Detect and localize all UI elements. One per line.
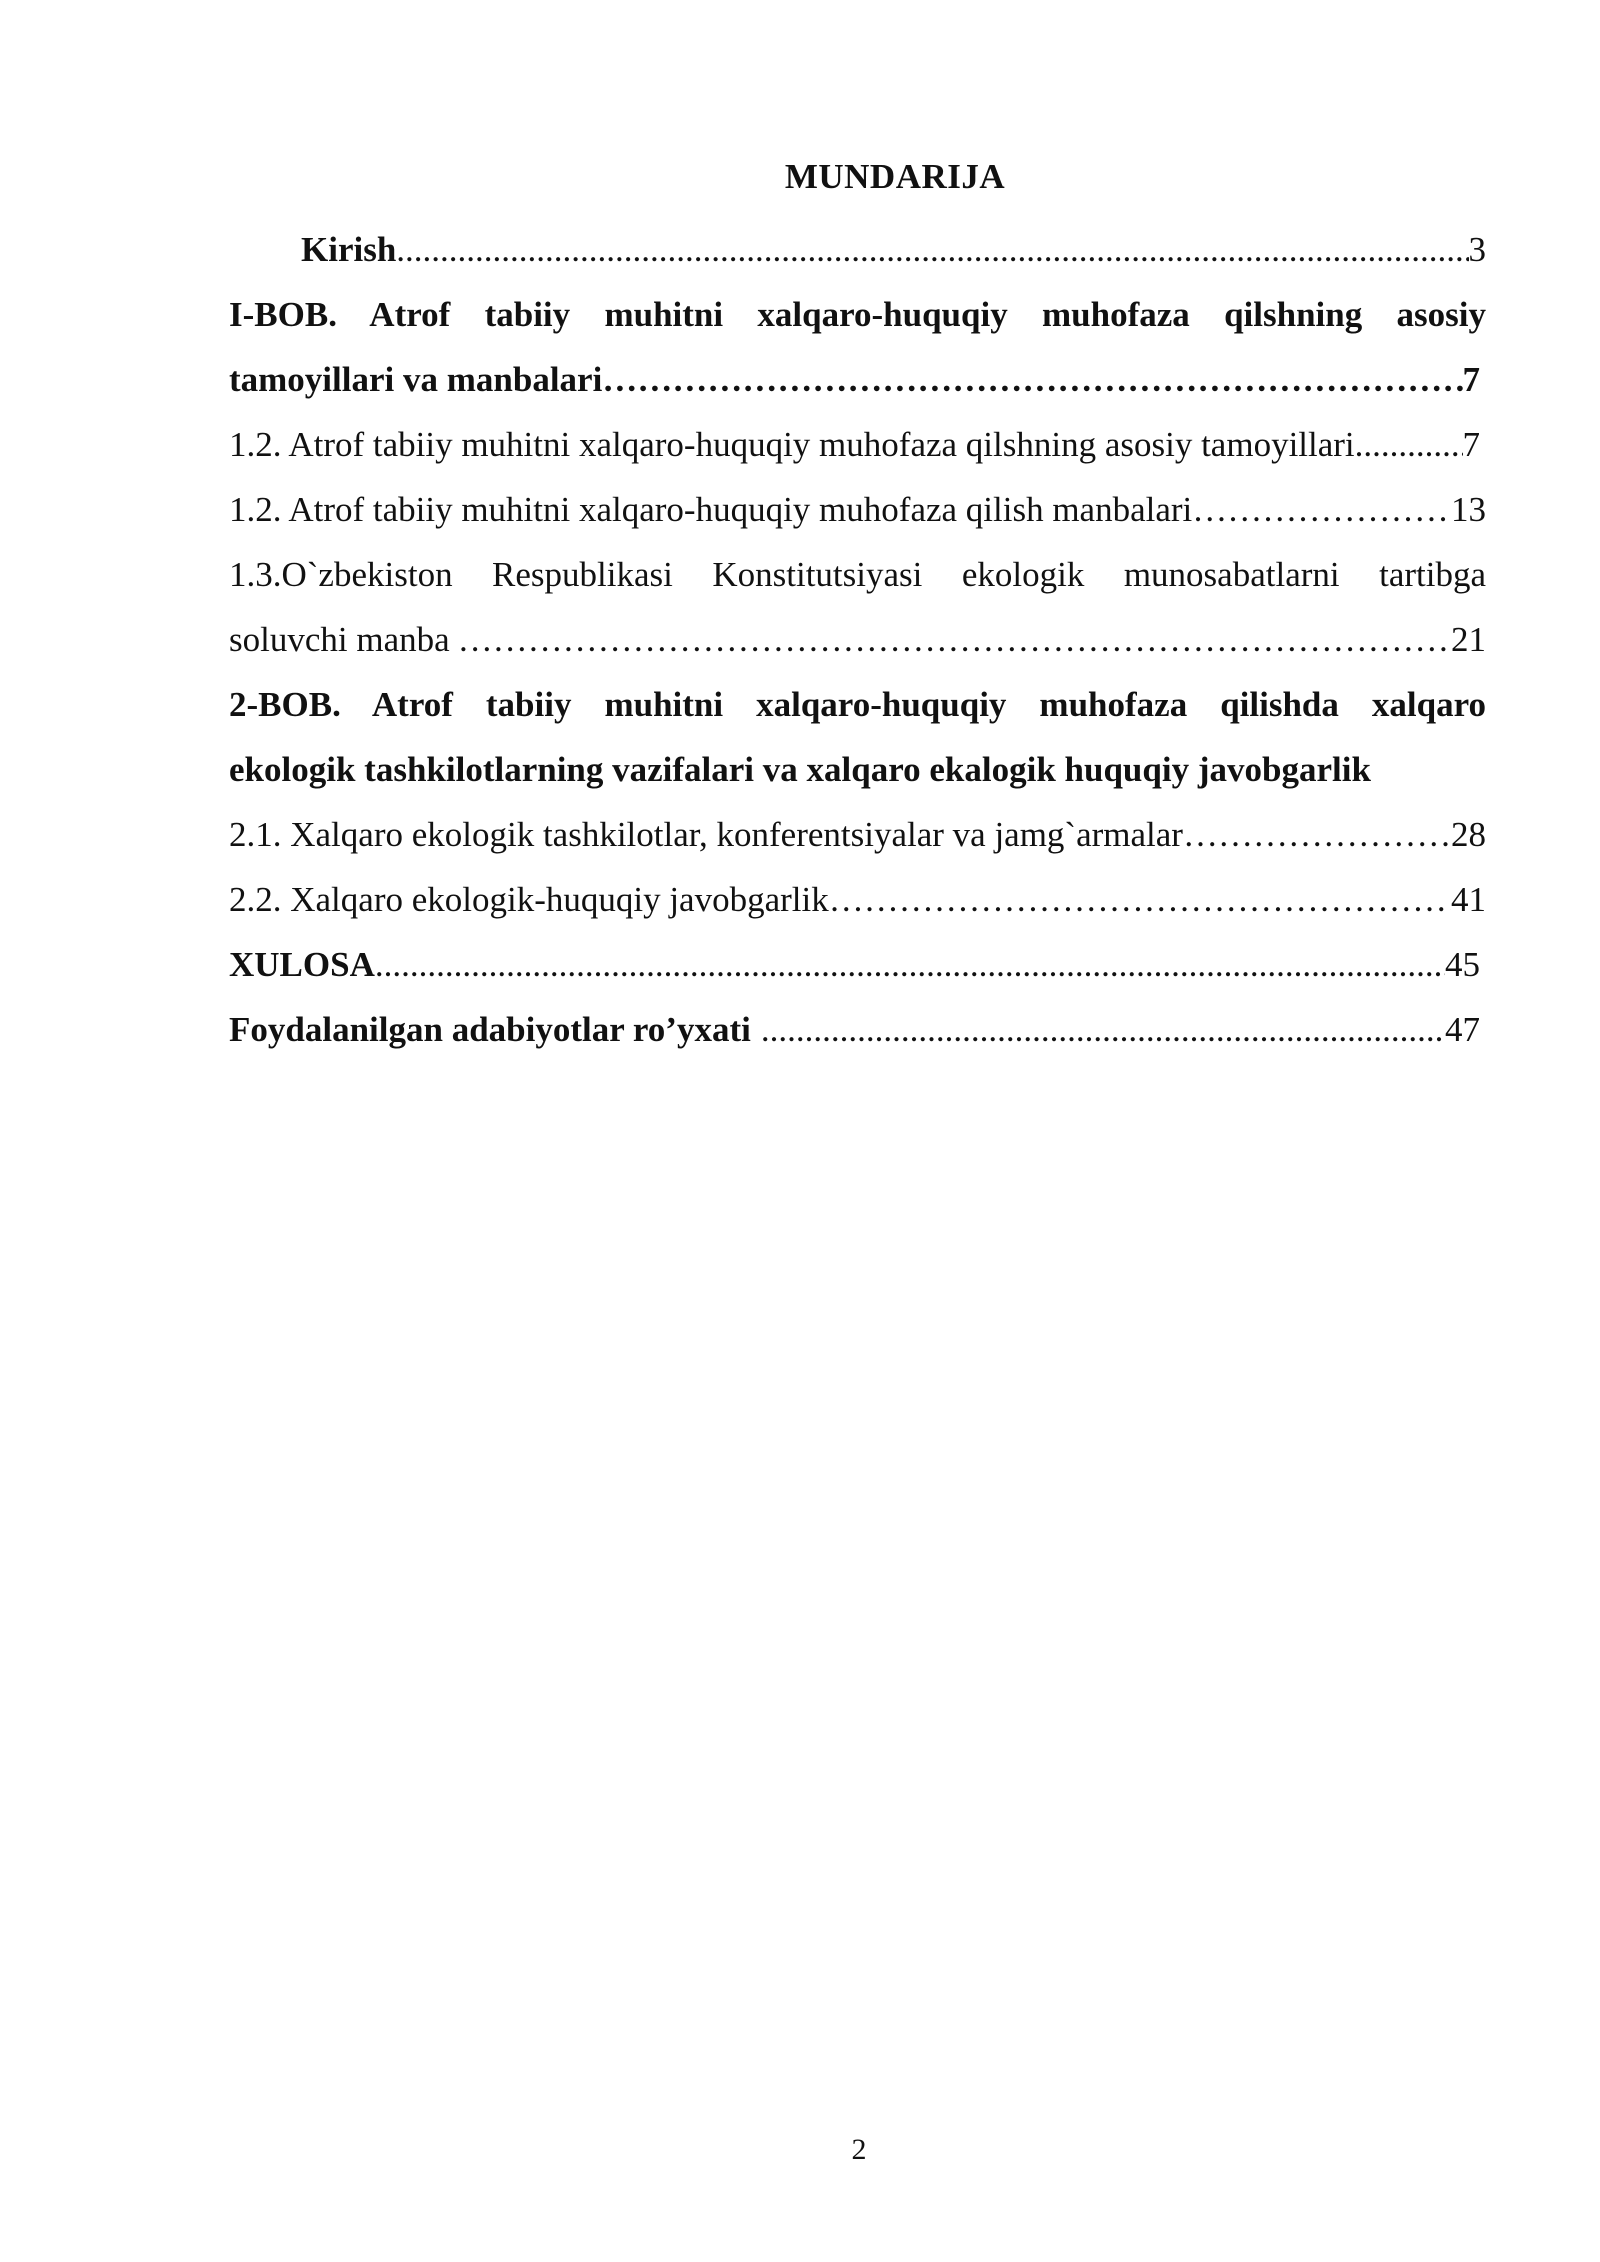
dot-leader [396, 217, 1468, 282]
dot-leader [1192, 477, 1451, 542]
toc-entry-xulosa[interactable] [229, 932, 1486, 997]
toc-entry-page: 28 [1451, 815, 1486, 854]
toc-entry-adabiyotlar[interactable] [229, 997, 1486, 1062]
dot-leader [1355, 412, 1463, 477]
toc-entry-1-3[interactable]: 1.3.O`zbekiston Respublikasi Konstitutsiyasi ekologik munosabatlarni tartibga [229, 555, 1486, 594]
toc-entry-1-3-cont[interactable] [229, 607, 1486, 672]
toc-entry-2-1[interactable] [229, 802, 1486, 867]
toc-entry-page: 3 [1468, 230, 1486, 269]
dot-leader [761, 997, 1445, 1062]
toc-chapter-2-title[interactable]: 2-BOB. Atrof tabiiy muhitni xalqaro-huquqiy muhofaza qilishda xalqaro [229, 685, 1486, 724]
dot-leader [602, 347, 1462, 412]
toc-entry-label: 1.2. Atrof tabiiy muhitni xalqaro-huquqiy muhofaza qilish manbalari [229, 490, 1193, 529]
toc-entry-page: 47 [1445, 1010, 1480, 1049]
page-number: 2 [851, 2133, 867, 2166]
dot-leader [458, 607, 1451, 672]
toc-entry-label: soluvchi manba [229, 620, 450, 659]
page-title: MUNDARIJA [784, 157, 1006, 196]
toc-entry-label: Foydalanilgan adabiyotlar ro’yxati [229, 1010, 751, 1049]
toc-entry-label: 2.2. Xalqaro ekologik-huquqiy javobgarlik [229, 880, 829, 919]
toc-entry-label: 1.2. Atrof tabiiy muhitni xalqaro-huquqiy muhofaza qilshning asosiy tamoyillari [229, 425, 1355, 464]
dot-leader [829, 867, 1451, 932]
toc-entry-1-2[interactable] [229, 477, 1486, 542]
dot-leader [375, 932, 1445, 997]
toc-entry-page: 13 [1451, 490, 1486, 529]
toc-entry-page: 7 [1462, 360, 1480, 399]
toc-entry-label: Kirish [301, 230, 397, 269]
toc-entry-page: 21 [1451, 620, 1486, 659]
toc-entry-label: XULOSA [229, 945, 375, 984]
toc-entry-label: 2.1. Xalqaro ekologik tashkilotlar, konferentsiyalar va jamg`armalar [229, 815, 1183, 854]
toc-entry-kirish[interactable] [229, 217, 1486, 282]
toc-chapter-2-title-cont[interactable]: ekologik tashkilotlarning vazifalari va xalqaro ekalogik huquqiy javobgarlik [229, 750, 1371, 789]
toc-entry-1-1[interactable] [229, 412, 1486, 477]
toc-entry-page: 45 [1445, 945, 1480, 984]
toc-entry-page: 7 [1462, 425, 1480, 464]
table-of-contents [229, 217, 1486, 1062]
toc-chapter-1-title[interactable]: I-BOB. Atrof tabiiy muhitni xalqaro-huquqiy muhofaza qilshning asosiy [229, 295, 1486, 334]
toc-entry-2-2[interactable] [229, 867, 1486, 932]
toc-entry-page: 41 [1451, 880, 1486, 919]
toc-entry-label: tamoyillari va manbalari [229, 360, 603, 399]
toc-chapter-1-title-cont[interactable] [229, 347, 1486, 412]
dot-leader [1183, 802, 1451, 867]
